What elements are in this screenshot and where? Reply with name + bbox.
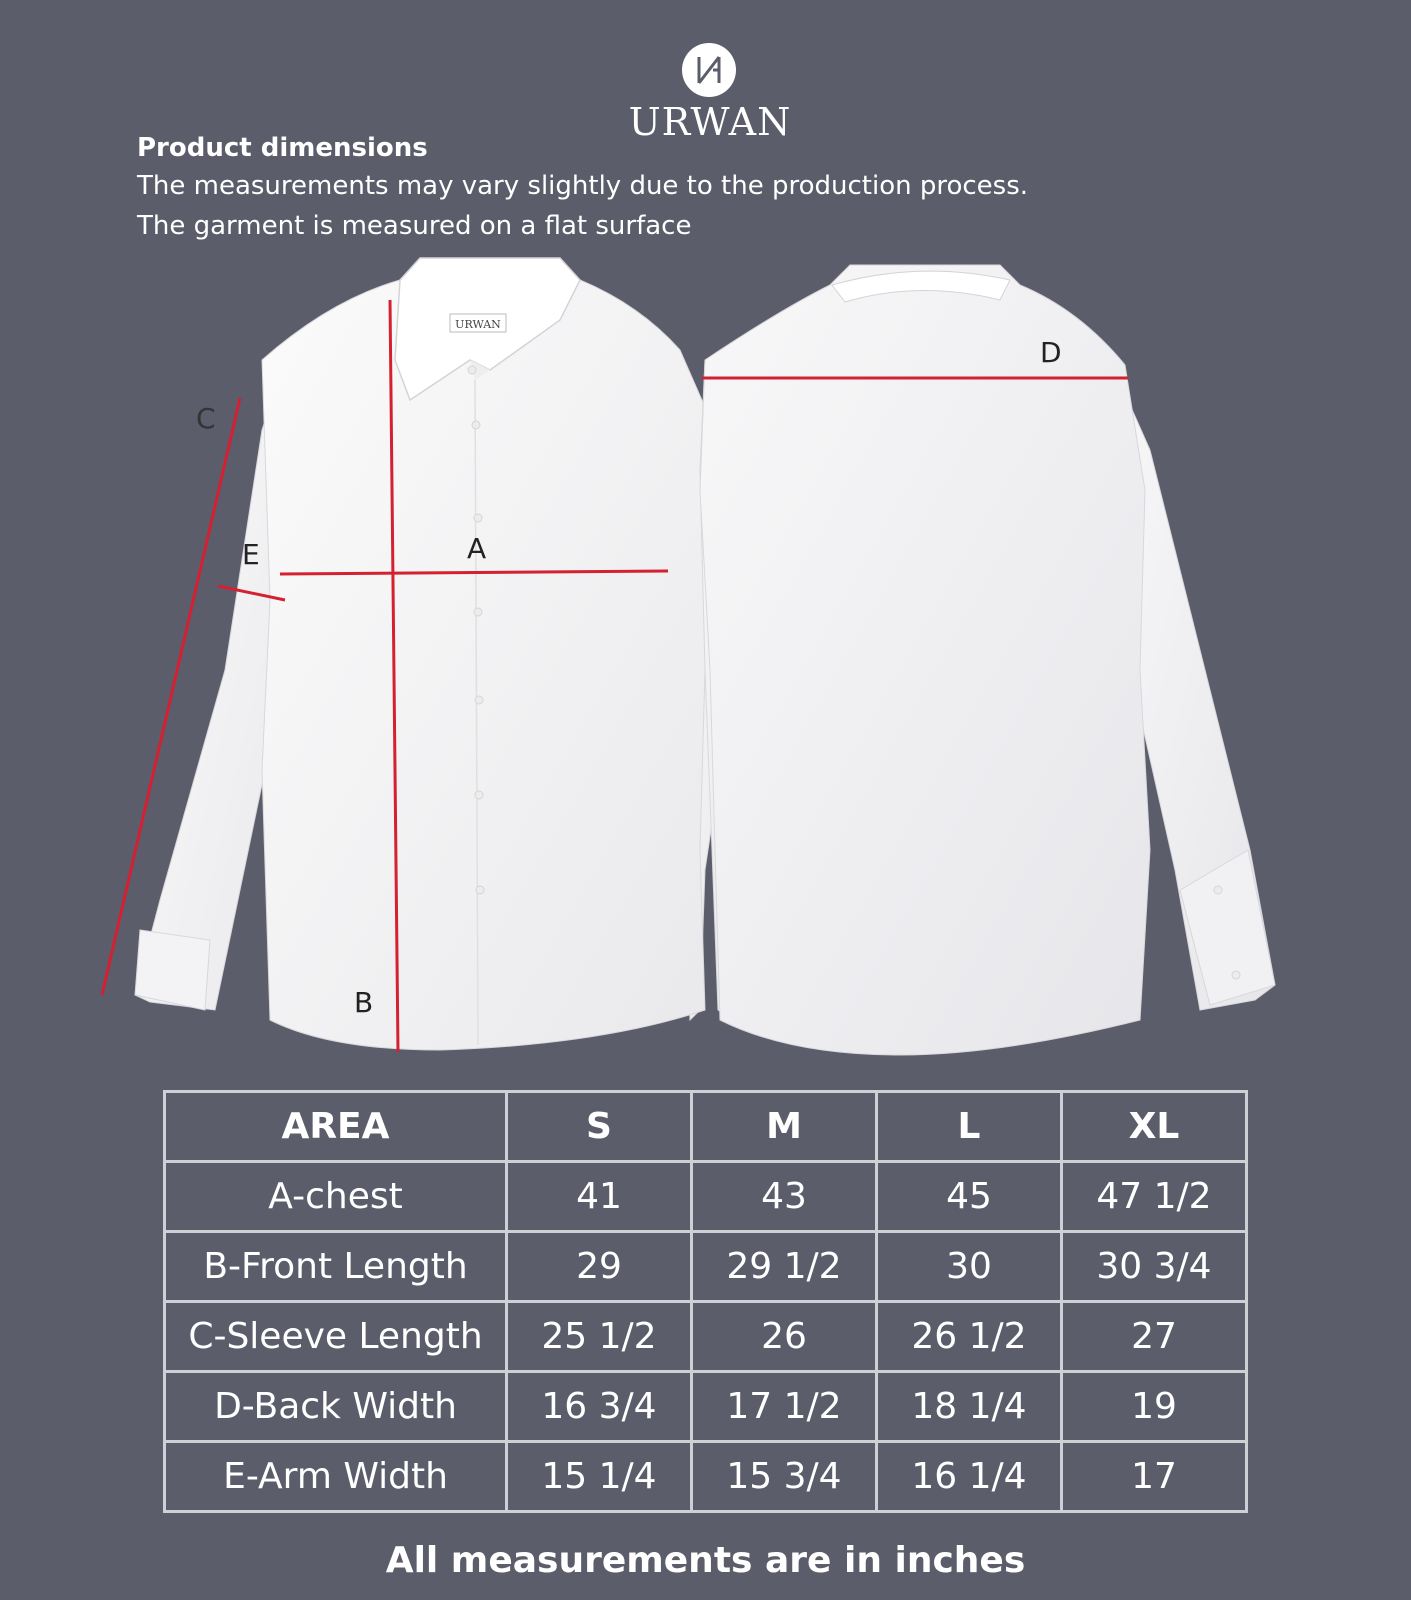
header <box>137 130 1277 246</box>
row-area-label: C-Sleeve Length <box>165 1302 507 1372</box>
label-b: B <box>354 986 374 1019</box>
urwan-logo-icon <box>682 43 736 97</box>
label-c: C <box>196 402 216 435</box>
table-cell: 30 3/4 <box>1062 1232 1247 1302</box>
table-cell: 15 1/4 <box>507 1442 692 1512</box>
row-area-label: D-Back Width <box>165 1372 507 1442</box>
row-area-label: B-Front Length <box>165 1232 507 1302</box>
table-cell: 26 1/2 <box>877 1302 1062 1372</box>
table-row <box>165 1372 1247 1442</box>
table-row <box>165 1442 1247 1512</box>
table-cell: 43 <box>692 1162 877 1232</box>
table-cell: 15 3/4 <box>692 1442 877 1512</box>
table-cell: 29 <box>507 1232 692 1302</box>
table-cell: 17 <box>1062 1442 1247 1512</box>
table-row <box>165 1162 1247 1232</box>
table-cell: 29 1/2 <box>692 1232 877 1302</box>
label-a: A <box>467 532 487 565</box>
table-row <box>165 1302 1247 1372</box>
size-chart-table <box>163 1090 1248 1513</box>
back-shirt <box>700 265 1275 1055</box>
table-row <box>165 1232 1247 1302</box>
row-area-label: E-Arm Width <box>165 1442 507 1512</box>
page-title: Product dimensions <box>137 133 428 163</box>
collar-tag-text: URWAN <box>455 318 501 331</box>
table-cell: 18 1/4 <box>877 1372 1062 1442</box>
label-d: D <box>1040 336 1062 369</box>
header-size-m: M <box>692 1092 877 1162</box>
table-cell: 17 1/2 <box>692 1372 877 1442</box>
table-cell: 25 1/2 <box>507 1302 692 1372</box>
header-size-s: S <box>507 1092 692 1162</box>
table-cell: 47 1/2 <box>1062 1162 1247 1232</box>
header-note-1: The measurements may vary slightly due to the production process. <box>137 171 1029 201</box>
table-cell: 27 <box>1062 1302 1247 1372</box>
header-size-xl: XL <box>1062 1092 1247 1162</box>
table-cell: 45 <box>877 1162 1062 1232</box>
label-e: E <box>242 538 260 571</box>
table-cell: 26 <box>692 1302 877 1372</box>
table-cell: 41 <box>507 1162 692 1232</box>
table-cell: 16 1/4 <box>877 1442 1062 1512</box>
table-cell: 16 3/4 <box>507 1372 692 1442</box>
table-cell: 19 <box>1062 1372 1247 1442</box>
header-size-l: L <box>877 1092 1062 1162</box>
units-note: All measurements are in inches <box>385 1540 1026 1581</box>
table-header-row <box>165 1092 1247 1162</box>
shirt-illustration <box>0 250 1411 1070</box>
shirt-diagram <box>0 250 1411 1070</box>
header-area: AREA <box>165 1092 507 1162</box>
header-note-2: The garment is measured on a flat surface <box>137 211 692 241</box>
table-cell: 30 <box>877 1232 1062 1302</box>
row-area-label: A-chest <box>165 1162 507 1232</box>
brand-name: URWAN <box>628 100 792 144</box>
front-shirt <box>135 258 740 1050</box>
